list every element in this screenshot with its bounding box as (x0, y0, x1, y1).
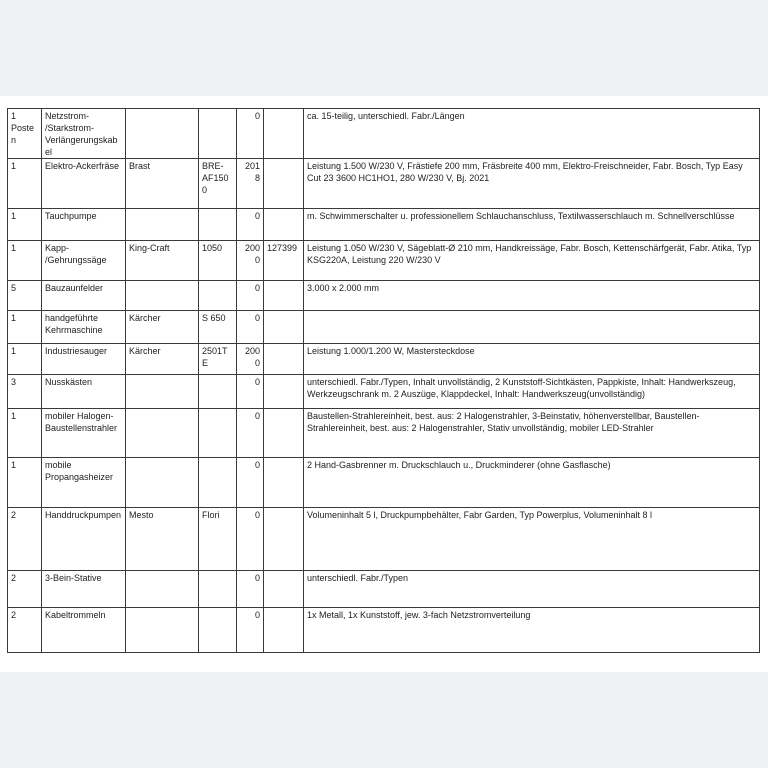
quantity-cell: 1 (8, 458, 42, 508)
quantity-cell: 1 (8, 209, 42, 241)
serial-number-cell (264, 458, 304, 508)
quantity-cell: 1 Posten (8, 109, 42, 159)
table-row (8, 109, 760, 159)
description-cell: unterschiedl. Fabr./Typen (304, 571, 760, 608)
serial-number-cell (264, 344, 304, 375)
description-cell: Baustellen-Strahlereinheit, best. aus: 2 Halogenstrahler, 3-Beinstativ, höhenverstellbar, Baustellen-Strahlereinheit, best. aus: 2 Halogenstrahler, Stativ unvollständig, mobiler LED-Strahler (304, 409, 760, 458)
item-name-cell: Tauchpumpe (42, 209, 126, 241)
model-cell (199, 109, 237, 159)
quantity-cell: 1 (8, 159, 42, 209)
model-cell: 2501TE (199, 344, 237, 375)
manufacturer-cell: Mesto (126, 508, 199, 571)
manufacturer-cell: Kärcher (126, 311, 199, 344)
table-row (8, 281, 760, 311)
table-row (8, 209, 760, 241)
item-name-cell: Bauzaunfelder (42, 281, 126, 311)
table-row (8, 241, 760, 281)
serial-number-cell: 127399 (264, 241, 304, 281)
year-cell: 0 (237, 109, 264, 159)
item-name-cell: mobiler Halogen- Baustellenstrahler (42, 409, 126, 458)
year-cell: 2018 (237, 159, 264, 209)
table-row (8, 508, 760, 571)
quantity-cell: 2 (8, 571, 42, 608)
model-cell (199, 209, 237, 241)
year-cell: 0 (237, 458, 264, 508)
model-cell: BRE- AF1500 (199, 159, 237, 209)
year-cell: 0 (237, 608, 264, 653)
description-cell: Leistung 1.500 W/230 V, Frästiefe 200 mm, Fräsbreite 400 mm, Elektro-Freischneider, Fabr. Bosch, Typ Easy Cut 23 3600 HC1HO1, 280 W/230 V, Bj. 2021 (304, 159, 760, 209)
description-cell: Leistung 1.000/1.200 W, Mastersteckdose (304, 344, 760, 375)
description-cell: Volumeninhalt 5 l, Druckpumpbehälter, Fabr Garden, Typ Powerplus, Volumeninhalt 8 l (304, 508, 760, 571)
inventory-table (7, 108, 760, 653)
year-cell: 0 (237, 281, 264, 311)
manufacturer-cell: Kärcher (126, 344, 199, 375)
manufacturer-cell (126, 571, 199, 608)
model-cell (199, 281, 237, 311)
manufacturer-cell: Brast (126, 159, 199, 209)
table-row (8, 608, 760, 653)
quantity-cell: 1 (8, 344, 42, 375)
serial-number-cell (264, 571, 304, 608)
manufacturer-cell: King-Craft (126, 241, 199, 281)
model-cell (199, 375, 237, 409)
document-page (0, 96, 768, 672)
year-cell: 0 (237, 571, 264, 608)
model-cell: Flori (199, 508, 237, 571)
table-row (8, 311, 760, 344)
serial-number-cell (264, 375, 304, 409)
manufacturer-cell (126, 109, 199, 159)
quantity-cell: 3 (8, 375, 42, 409)
model-cell: 1050 (199, 241, 237, 281)
year-cell: 0 (237, 311, 264, 344)
item-name-cell: handgeführte Kehrmaschine (42, 311, 126, 344)
item-name-cell: 3-Bein-Stative (42, 571, 126, 608)
item-name-cell: Netzstrom- /Starkstrom- Verlängerungskabel (42, 109, 126, 159)
item-name-cell: mobile Propangasheizer (42, 458, 126, 508)
serial-number-cell (264, 159, 304, 209)
description-cell: unterschiedl. Fabr./Typen, Inhalt unvollständig, 2 Kunststoff-Sichtkästen, Pappkiste, Inhalt: Handwerkszeug, Werkzeugschrank m. 2 Auszüge, Klappdeckel, Inhalt: Handwerkszeug(unvollständig) (304, 375, 760, 409)
model-cell (199, 608, 237, 653)
year-cell: 0 (237, 209, 264, 241)
manufacturer-cell (126, 375, 199, 409)
quantity-cell: 5 (8, 281, 42, 311)
description-cell: 3.000 x 2.000 mm (304, 281, 760, 311)
item-name-cell: Nusskästen (42, 375, 126, 409)
quantity-cell: 1 (8, 241, 42, 281)
model-cell (199, 409, 237, 458)
description-cell: ca. 15-teilig, unterschiedl. Fabr./Längen (304, 109, 760, 159)
serial-number-cell (264, 608, 304, 653)
item-name-cell: Kapp- /Gehrungssäge (42, 241, 126, 281)
model-cell: S 650 (199, 311, 237, 344)
serial-number-cell (264, 409, 304, 458)
item-name-cell: Elektro-Ackerfräse (42, 159, 126, 209)
manufacturer-cell (126, 281, 199, 311)
description-cell: Leistung 1.050 W/230 V, Sägeblatt-Ø 210 mm, Handkreissäge, Fabr. Bosch, Kettenschärfgerät, Fabr. Atika, Typ KSG220A, Leistung 220 W/230 V (304, 241, 760, 281)
quantity-cell: 1 (8, 409, 42, 458)
table-row (8, 458, 760, 508)
description-cell (304, 311, 760, 344)
manufacturer-cell (126, 209, 199, 241)
manufacturer-cell (126, 608, 199, 653)
year-cell: 2000 (237, 344, 264, 375)
table-row (8, 159, 760, 209)
manufacturer-cell (126, 458, 199, 508)
description-cell: 1x Metall, 1x Kunststoff, jew. 3-fach Netzstromverteilung (304, 608, 760, 653)
year-cell: 0 (237, 409, 264, 458)
year-cell: 2000 (237, 241, 264, 281)
quantity-cell: 2 (8, 608, 42, 653)
quantity-cell: 1 (8, 311, 42, 344)
quantity-cell: 2 (8, 508, 42, 571)
serial-number-cell (264, 508, 304, 571)
table-row (8, 344, 760, 375)
inventory-table-body (8, 109, 760, 653)
item-name-cell: Handdruckpumpen (42, 508, 126, 571)
year-cell: 0 (237, 375, 264, 409)
manufacturer-cell (126, 409, 199, 458)
serial-number-cell (264, 281, 304, 311)
item-name-cell: Industriesauger (42, 344, 126, 375)
model-cell (199, 458, 237, 508)
serial-number-cell (264, 311, 304, 344)
table-row (8, 409, 760, 458)
description-cell: m. Schwimmerschalter u. professionellem Schlauchanschluss, Textilwasserschlauch m. Schnellverschlüsse (304, 209, 760, 241)
model-cell (199, 571, 237, 608)
table-row (8, 571, 760, 608)
item-name-cell: Kabeltrommeln (42, 608, 126, 653)
serial-number-cell (264, 209, 304, 241)
serial-number-cell (264, 109, 304, 159)
table-row (8, 375, 760, 409)
year-cell: 0 (237, 508, 264, 571)
description-cell: 2 Hand-Gasbrenner m. Druckschlauch u., Druckminderer (ohne Gasflasche) (304, 458, 760, 508)
